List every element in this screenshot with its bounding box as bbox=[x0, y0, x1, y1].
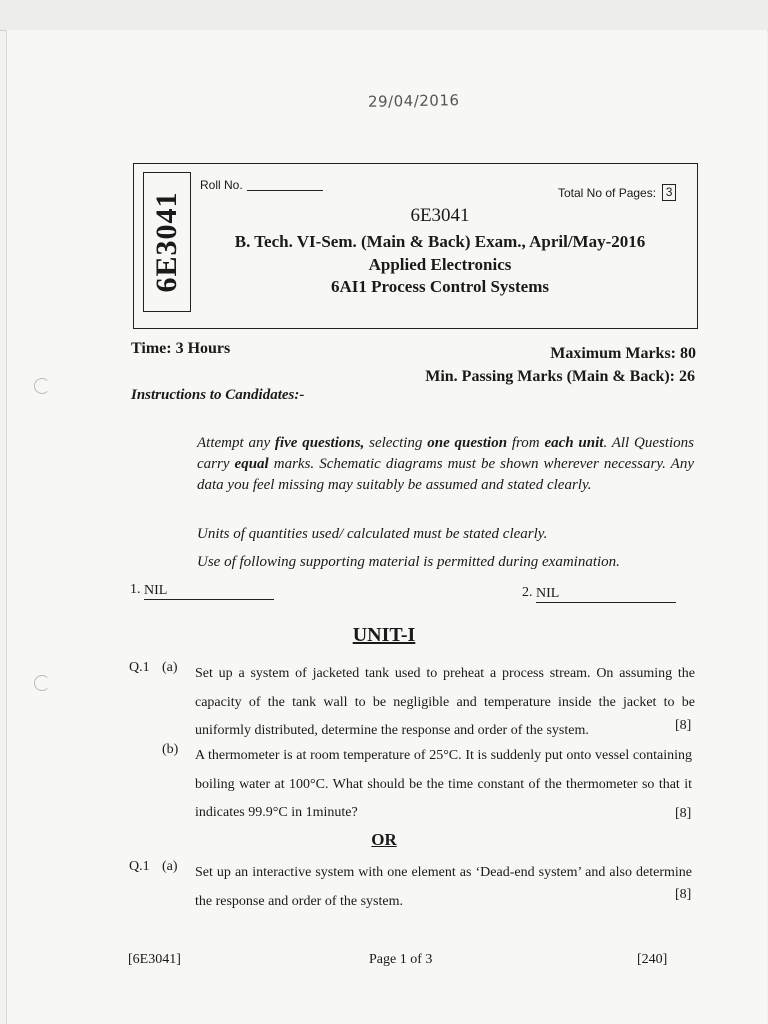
or-separator: OR bbox=[371, 830, 397, 849]
handwritten-date: 29/04/2016 bbox=[367, 91, 460, 111]
footer-paper-code: [6E3041] bbox=[128, 952, 181, 967]
question-marks: [8] bbox=[675, 718, 692, 733]
min-passing-marks: Min. Passing Marks (Main & Back): 26 bbox=[425, 368, 695, 385]
instr-emphasis: one question bbox=[427, 435, 508, 451]
question-text: Set up an interactive system with one element as ‘Dead-end system’ and also determine the response and order of the system. bbox=[195, 865, 692, 909]
paper-code-box bbox=[143, 172, 191, 312]
instr-text: Attempt any bbox=[197, 435, 275, 451]
punch-hole-mark bbox=[34, 378, 50, 394]
question-number: Q.1 bbox=[129, 660, 150, 675]
instr-emphasis: each unit bbox=[544, 435, 604, 451]
roll-number bbox=[200, 178, 323, 192]
maximum-marks: Maximum Marks: 80 bbox=[550, 345, 696, 362]
footer-copies: [240] bbox=[637, 952, 668, 967]
question-part: (a) bbox=[162, 859, 178, 874]
question-marks: [8] bbox=[675, 887, 692, 902]
instr-text: selecting bbox=[364, 435, 428, 451]
instr-text: marks. Schematic diagrams must be shown wherever necessary. Any data you feel missing may suitably be assumed and stated clearly. bbox=[197, 456, 694, 493]
item-number: 2. bbox=[522, 585, 533, 600]
instr-text: . All Questions carry bbox=[197, 435, 695, 472]
paper-code-vertical: 6E3041 bbox=[150, 191, 183, 293]
instr-emphasis: equal bbox=[234, 456, 269, 472]
question-text: Set up a system of jacketed tank used to preheat a process stream. On assuming the capacity of the tank wall to be negligible and temperature inside the jacket to be uniformly distributed, determine the response and order of the system. bbox=[195, 666, 695, 738]
exam-time: Time: 3 Hours bbox=[131, 340, 231, 357]
item-text: NIL bbox=[536, 586, 676, 603]
instr-text: from bbox=[507, 435, 545, 451]
material-item-1 bbox=[130, 582, 274, 600]
total-pages bbox=[558, 184, 676, 201]
total-pages-value: 3 bbox=[662, 184, 676, 201]
roll-label: Roll No. bbox=[200, 178, 243, 192]
total-pages-label: Total No of Pages: bbox=[558, 185, 657, 200]
question-marks: [8] bbox=[675, 806, 692, 821]
item-text: NIL bbox=[144, 583, 274, 600]
footer-page-number: Page 1 of 3 bbox=[369, 952, 433, 967]
exam-title: B. Tech. VI-Sem. (Main & Back) Exam., April/May-2016 bbox=[234, 232, 646, 251]
instructions-material: Use of following supporting material is permitted during examination. bbox=[197, 554, 620, 570]
instructions-title: Instructions to Candidates:- bbox=[131, 387, 305, 403]
question-part: (a) bbox=[162, 660, 178, 675]
punch-hole-mark bbox=[34, 675, 50, 691]
roll-blank-line bbox=[247, 190, 323, 191]
scan-top-strip bbox=[0, 0, 768, 31]
instr-emphasis: five questions, bbox=[274, 435, 365, 451]
item-number: 1. bbox=[130, 582, 141, 597]
branch-name: Applied Electronics bbox=[368, 255, 512, 274]
material-item-2 bbox=[522, 585, 676, 603]
question-part: (b) bbox=[162, 742, 179, 757]
instructions-paragraph bbox=[197, 433, 694, 496]
paper-code: 6E3041 bbox=[410, 205, 470, 226]
instructions-units: Units of quantities used/ calculated must be stated clearly. bbox=[197, 526, 548, 542]
question-number: Q.1 bbox=[129, 859, 150, 874]
question-text: A thermometer is at room temperature of 25°C. It is suddenly put onto vessel containing boiling water at 100°C. What should be the time constant of the thermometer so that it indicates 99.9°C in 1minute? bbox=[195, 748, 692, 820]
subject-name: 6AI1 Process Control Systems bbox=[331, 277, 549, 296]
unit-heading: UNIT-I bbox=[352, 624, 416, 646]
